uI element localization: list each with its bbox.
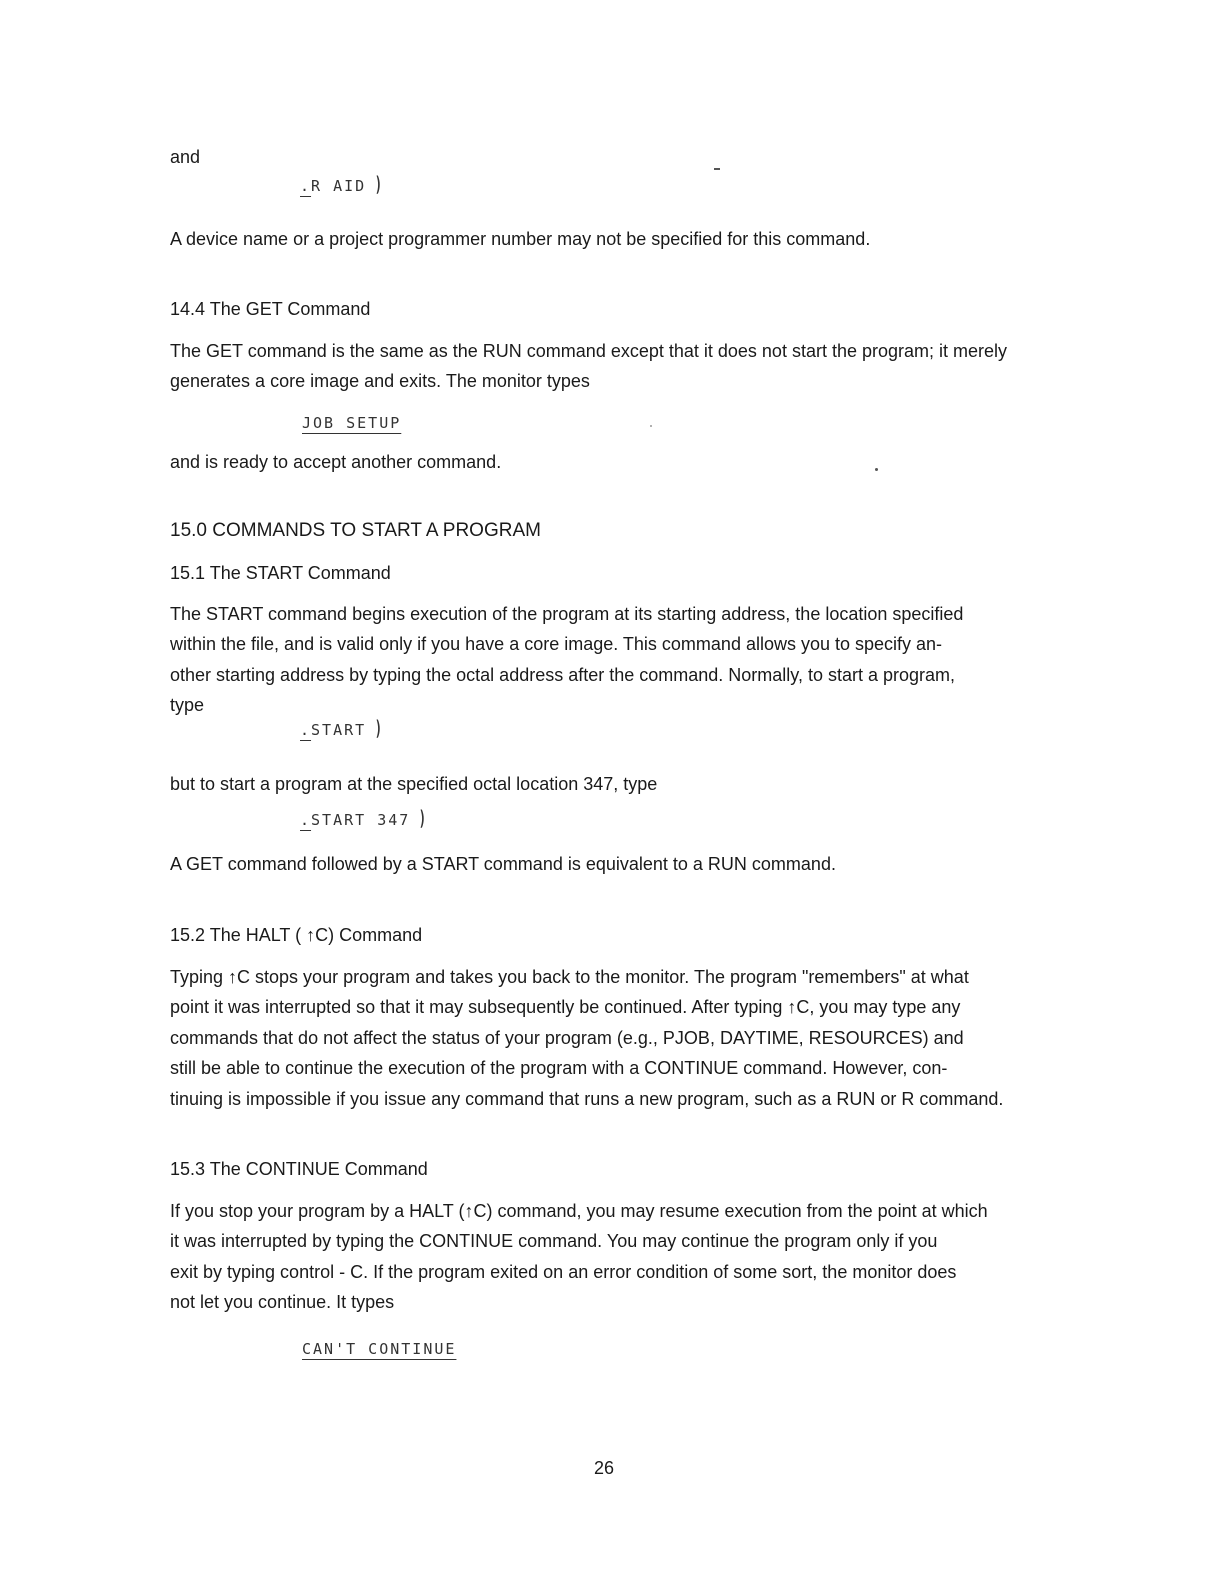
heading-15-0: 15.0 COMMANDS TO START A PROGRAM [170, 520, 541, 541]
note-device: A device name or a project programmer number may not be specified for this command. [170, 229, 871, 249]
cmd-text: START 347 [311, 811, 411, 829]
carriage-return-icon: ) [419, 806, 428, 830]
para-line: still be able to continue the execution of the program with a CONTINUE command. However, con- [170, 1058, 948, 1079]
cmd-start [300, 716, 386, 740]
para-line: The START command begins execution of the program at its starting address, the location specified [170, 604, 964, 624]
prompt-dot: . [300, 721, 312, 739]
paragraph-15-1 [170, 599, 1070, 721]
job-setup-output: JOB SETUP [302, 414, 402, 432]
carriage-return-icon: ) [374, 172, 384, 196]
scan-speck [875, 468, 878, 471]
para-line: within the file, and is valid only if you have a core image. This command allows you to specify an- [170, 634, 943, 655]
prompt-dot: . [300, 177, 312, 195]
para-line: If you stop your program by a HALT (↑C) command, you may resume execution from the point at which [170, 1201, 988, 1221]
ready-line: and is ready to accept another command. [170, 452, 502, 472]
prompt-dot: . [300, 811, 312, 829]
heading-14-4: 14.4 The GET Command [170, 299, 371, 319]
cant-continue-output: CAN'T CONTINUE [302, 1340, 457, 1358]
para-line: Typing ↑C stops your program and takes you back to the monitor. The program "remembers" at what [170, 967, 969, 987]
para-line: The GET command is the same as the RUN command except that it does not start the program; it merely [170, 341, 1008, 361]
heading-15-2: 15.2 The HALT ( ↑C) Command [170, 925, 423, 945]
cmd-text: START [311, 721, 367, 739]
equivalence-line: A GET command followed by a START command is equivalent to a RUN command. [170, 854, 836, 874]
paragraph-15-2 [170, 962, 1070, 1114]
start-octal-line: but to start a program at the specified octal location 347, type [170, 774, 658, 794]
carriage-return-icon: ) [374, 716, 384, 740]
para-line: point it was interrupted so that it may subsequently be continued. After typing ↑C, you may type any [170, 997, 961, 1018]
intro-and: and [170, 147, 201, 167]
para-line: commands that do not affect the status of your program (e.g., PJOB, DAYTIME, RESOURCES) and [170, 1027, 964, 1048]
paragraph-14-4 [170, 336, 1070, 397]
para-line: other starting address by typing the octal address after the command. Normally, to start a program, [170, 664, 956, 685]
heading-15-3: 15.3 The CONTINUE Command [170, 1159, 428, 1179]
page-number: 26 [594, 1458, 615, 1478]
scan-speck [650, 425, 652, 427]
para-line: type [170, 695, 205, 716]
cmd-r-aid [300, 172, 386, 196]
para-line: exit by typing control - C. If the program exited on an error condition of some sort, the monitor does [170, 1261, 957, 1282]
para-line: generates a core image and exits. The monitor types [170, 371, 590, 392]
paragraph-15-3 [170, 1196, 1070, 1318]
para-line: not let you continue. It types [170, 1292, 395, 1313]
heading-15-1: 15.1 The START Command [170, 563, 391, 583]
para-line: tinuing is impossible if you issue any command that runs a new program, such as a RUN or R command. [170, 1088, 1004, 1109]
cmd-text: R AID [311, 177, 367, 195]
cmd-start-347 [300, 806, 430, 830]
scan-speck [714, 168, 720, 170]
para-line: it was interrupted by typing the CONTINUE command. You may continue the program only if you [170, 1231, 938, 1252]
